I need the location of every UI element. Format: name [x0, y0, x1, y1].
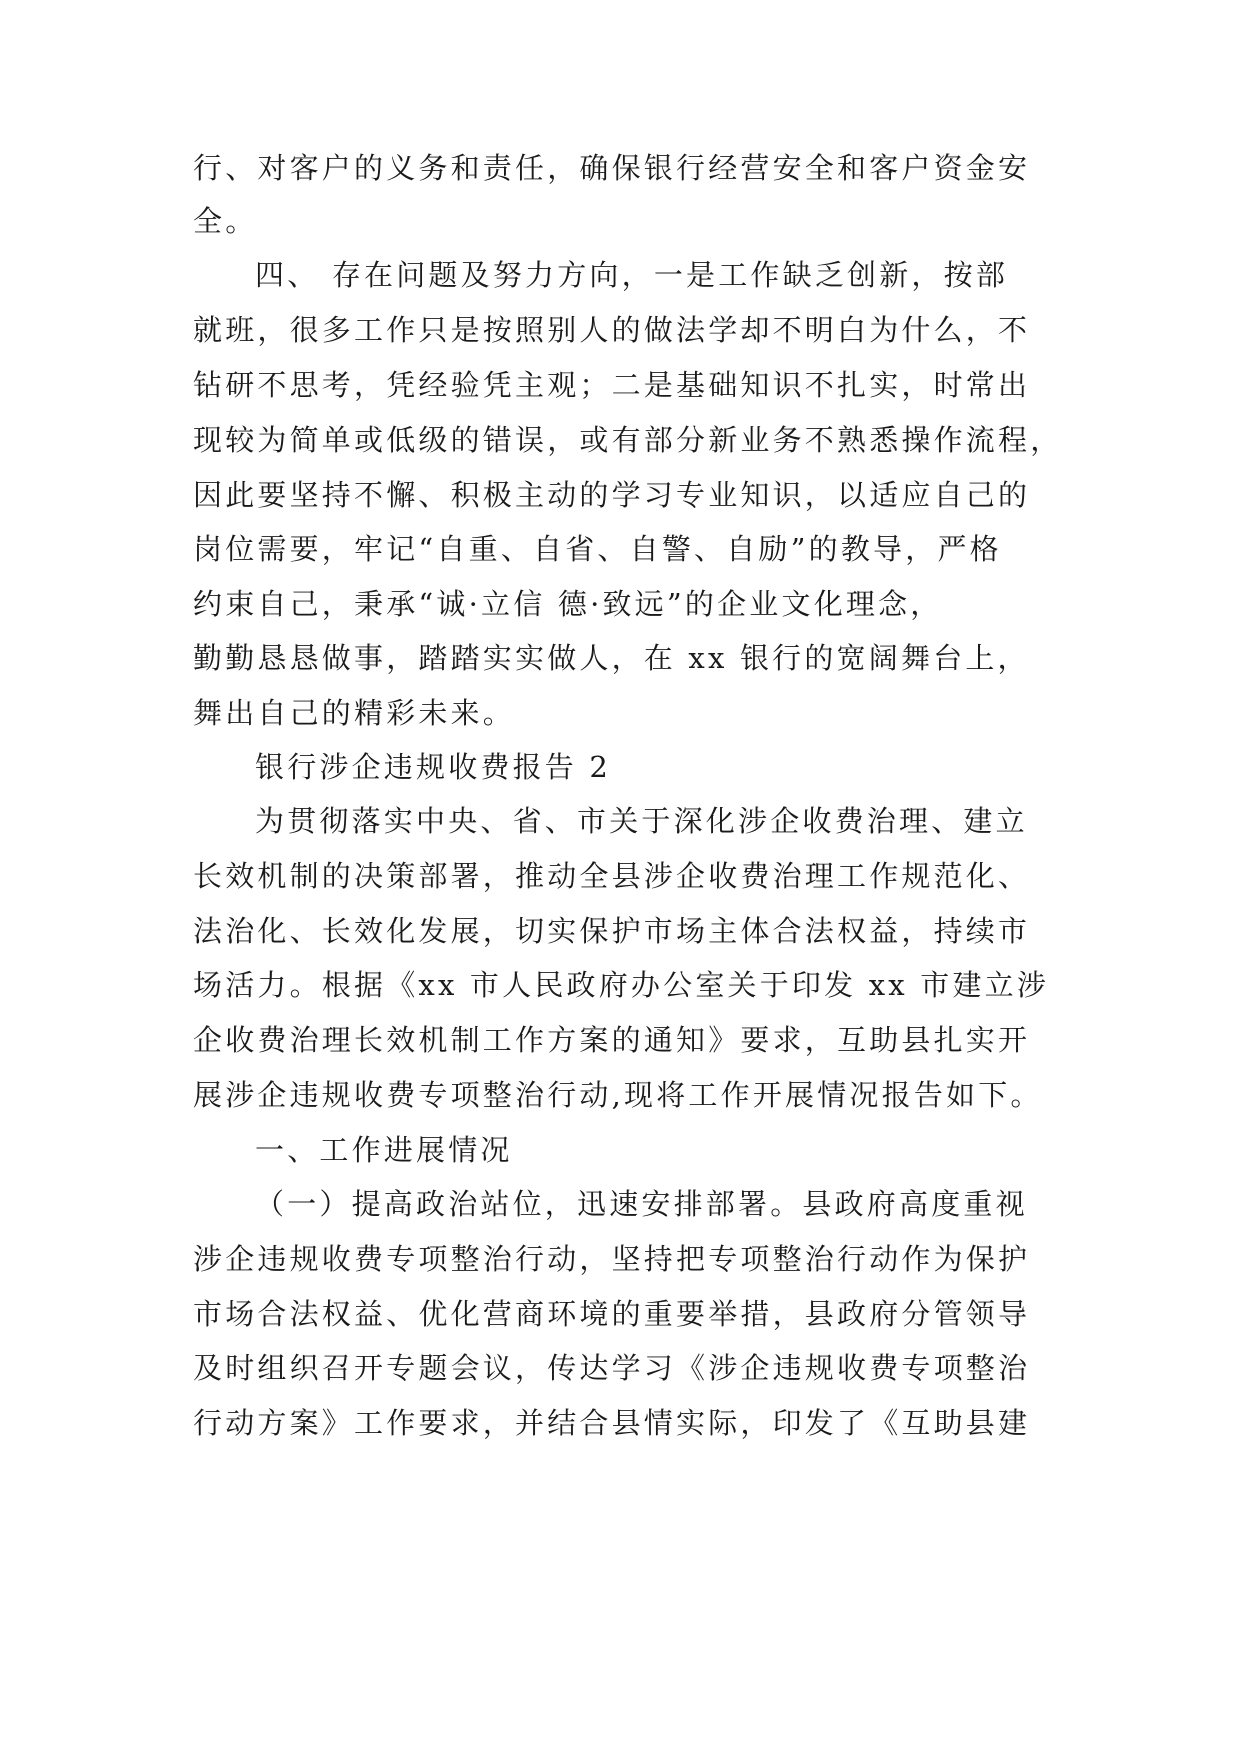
- text-line: 全。: [193, 204, 258, 238]
- report-title: 银行涉企违规收费报告 2: [255, 750, 612, 784]
- section-heading: 四、 存在问题及努力方向，一是工作缺乏创新，按部: [255, 258, 1009, 292]
- text-line: 现较为简单或低级的错误，或有部分新业务不熟悉操作流程，: [193, 423, 1063, 457]
- text-line: 为贯彻落实中央、省、市关于深化涉企收费治理、建立: [255, 804, 1028, 838]
- text-line: 舞出自己的精彩未来。: [193, 696, 516, 730]
- text-line: 长效机制的决策部署，推动全县涉企收费治理工作规范化、: [193, 859, 1031, 893]
- text-line: 展涉企违规收费专项整治行动,现将工作开展情况报告如下。: [193, 1078, 1043, 1112]
- text-line: 市场合法权益、优化营商环境的重要举措，县政府分管领导: [193, 1297, 1031, 1331]
- text-line: 就班，很多工作只是按照别人的做法学却不明白为什么，不: [193, 313, 1031, 347]
- text-line: 行、对客户的义务和责任，确保银行经营安全和客户资金安: [193, 151, 1031, 185]
- text-line: 涉企违规收费专项整治行动，坚持把专项整治行动作为保护: [193, 1242, 1031, 1276]
- text-line: 行动方案》工作要求，并结合县情实际，印发了《互助县建: [193, 1406, 1031, 1440]
- text-line: 场活力。根据《xx 市人民政府办公室关于印发 xx 市建立涉: [193, 968, 1050, 1002]
- text-line: 约束自己，秉承“诚·立信 德·致远”的企业文化理念，: [193, 587, 943, 621]
- text-line: 及时组织召开专题会议，传达学习《涉企违规收费专项整治: [193, 1351, 1031, 1385]
- text-line: 岗位需要，牢记“自重、自省、自警、自励”的教导，严格: [193, 532, 1002, 566]
- text-line: 勤勤恳恳做事，踏踏实实做人，在 xx 银行的宽阔舞台上，: [193, 641, 1030, 675]
- text-line: （一）提高政治站位，迅速安排部署。县政府高度重视: [255, 1187, 1028, 1221]
- text-line: 钻研不思考，凭经验凭主观；二是基础知识不扎实，时常出: [193, 368, 1031, 402]
- text-line: 因此要坚持不懈、积极主动的学习专业知识，以适应自己的: [193, 478, 1031, 512]
- text-line: 企收费治理长效机制工作方案的通知》要求，互助县扎实开: [193, 1023, 1031, 1057]
- section-heading: 一、工作进展情况: [255, 1133, 513, 1167]
- text-line: 法治化、长效化发展，切实保护市场主体合法权益，持续市: [193, 914, 1031, 948]
